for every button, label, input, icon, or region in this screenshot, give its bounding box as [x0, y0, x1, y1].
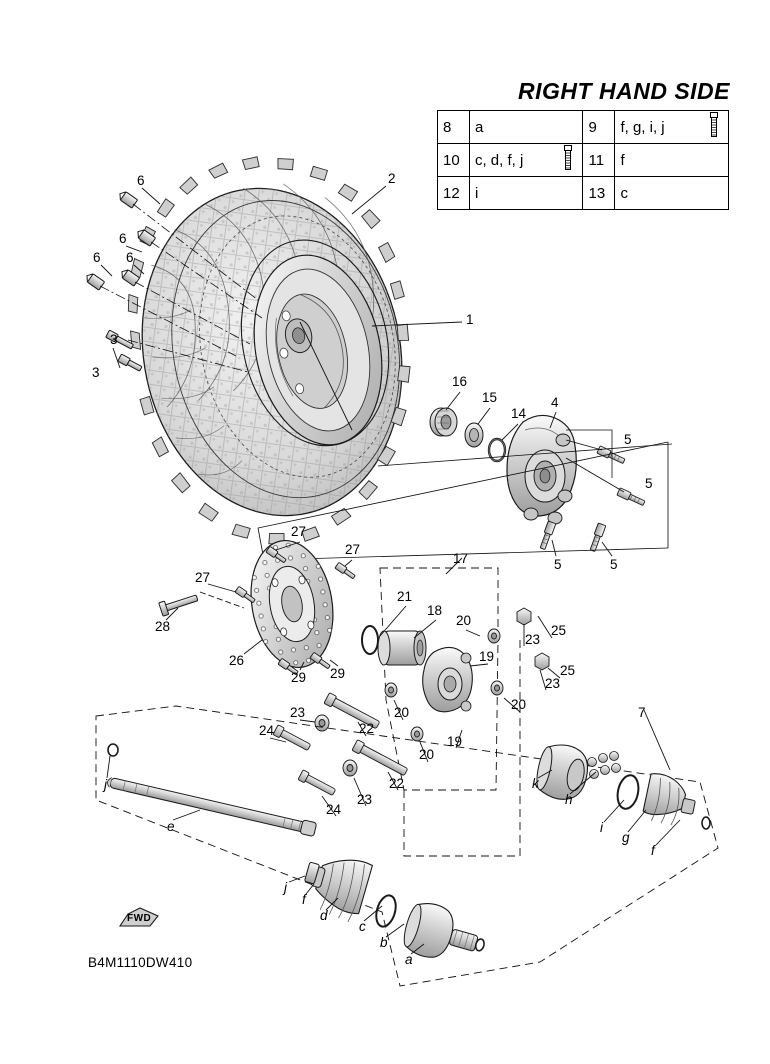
callout-17: 17	[453, 551, 469, 566]
letter-callout-e: e	[167, 819, 175, 834]
callout-16: 16	[452, 374, 468, 389]
legend-num: 10	[438, 144, 470, 177]
callout-22: 22	[389, 776, 405, 791]
callout-23: 23	[290, 705, 306, 720]
callout-6: 6	[93, 250, 101, 265]
callout-27: 27	[345, 542, 361, 557]
callout-5: 5	[645, 476, 653, 491]
callout-5: 5	[624, 432, 632, 447]
callout-23: 23	[525, 632, 541, 647]
callout-6: 6	[126, 250, 134, 265]
letter-callout-a: a	[405, 952, 413, 967]
callout-3: 3	[92, 365, 100, 380]
callout-18: 18	[427, 603, 443, 618]
letter-callout-b: b	[380, 935, 388, 950]
letter-callout-g: g	[622, 830, 630, 845]
letter-callout-f: f	[302, 892, 306, 907]
callout-5: 5	[554, 557, 562, 572]
callout-26: 26	[229, 653, 245, 668]
legend-num: 12	[438, 177, 470, 210]
callout-20: 20	[456, 613, 472, 628]
letter-callout-j: j	[104, 777, 107, 792]
callout-21: 21	[397, 589, 413, 604]
callout-6: 6	[137, 173, 145, 188]
callout-19: 19	[447, 734, 463, 749]
callout-24: 24	[326, 802, 342, 817]
letter-callout-f: f	[651, 843, 655, 858]
part-code-label: B4M1110DW410	[88, 955, 193, 970]
brake-disc-group	[159, 534, 356, 676]
legend-value-text: i	[474, 184, 479, 202]
callout-20: 20	[419, 747, 435, 762]
legend-value-text: c, d, f, j	[474, 151, 524, 169]
letter-callout-d: d	[320, 908, 328, 923]
letter-callout-k: k	[532, 776, 539, 791]
fwd-label: FWD	[127, 913, 152, 924]
callout-29: 29	[330, 666, 346, 681]
letter-callout-h: h	[565, 792, 573, 807]
callout-22: 22	[359, 721, 375, 736]
callout-5: 5	[610, 557, 618, 572]
callout-15: 15	[482, 390, 498, 405]
callout-23: 23	[357, 792, 373, 807]
page-title: RIGHT HAND SIDE	[518, 78, 730, 104]
legend-value-text: c	[620, 184, 628, 202]
callout-29: 29	[291, 670, 307, 685]
callout-24: 24	[259, 723, 275, 738]
legend-value-text: a	[474, 118, 484, 136]
drive-shaft-group	[96, 706, 718, 986]
callout-7: 7	[638, 705, 646, 720]
callout-20: 20	[511, 697, 527, 712]
callout-3: 3	[110, 332, 118, 347]
callout-23: 23	[545, 676, 561, 691]
callout-25: 25	[551, 623, 567, 638]
callout-25: 25	[560, 663, 576, 678]
legend-value-text: f	[620, 151, 625, 169]
legend-num: 9	[583, 111, 615, 144]
legend-value-text: f, g, i, j	[620, 118, 665, 136]
callout-4: 4	[551, 395, 559, 410]
callout-27: 27	[195, 570, 211, 585]
callout-28: 28	[155, 619, 171, 634]
letter-callout-c: c	[359, 919, 366, 934]
callout-20: 20	[394, 705, 410, 720]
legend-num: 11	[583, 144, 615, 177]
callout-14: 14	[511, 406, 527, 421]
callout-6: 6	[119, 231, 127, 246]
legend-num: 13	[583, 177, 615, 210]
legend-num: 8	[438, 111, 470, 144]
callout-1: 1	[466, 312, 474, 327]
callout-27: 27	[291, 524, 307, 539]
callout-19: 19	[479, 649, 495, 664]
letter-callout-j: j	[284, 880, 287, 895]
letter-callout-i: i	[600, 820, 603, 835]
tire-assembly	[95, 132, 449, 569]
callout-2: 2	[388, 171, 396, 186]
